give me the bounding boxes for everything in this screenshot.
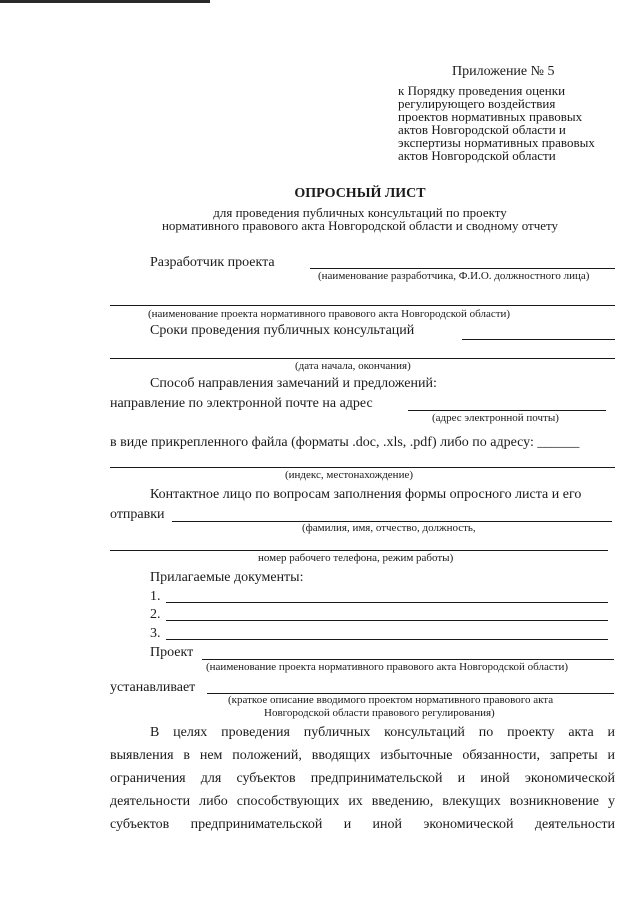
- contact-label: Контактное лицо по вопросам заполнения формы опросного листа и его: [150, 487, 582, 502]
- period-hint: (дата начала, окончания): [295, 360, 411, 372]
- project-hint: (наименование проекта нормативного правового акта Новгородской области): [206, 661, 569, 673]
- period-field-line-2: [110, 358, 615, 359]
- scan-edge-mark: [0, 0, 210, 3]
- body-text-line: деятельности либо способствующих их введению, влекущих возникновение у: [110, 794, 615, 809]
- project-field-line: [202, 659, 614, 660]
- appendix-line: регулирующего воздействия: [398, 96, 556, 111]
- docs-item-number: 3.: [150, 626, 161, 641]
- docs-item-number: 1.: [150, 589, 161, 604]
- address-hint: (индекс, местонахождение): [285, 469, 414, 481]
- method-label: Способ направления замечаний и предложений:: [150, 376, 437, 391]
- contact-field-line-2: [110, 550, 608, 551]
- document-subtitle: для проведения публичных консультаций по проекту: [213, 205, 507, 220]
- period-field-line: [462, 339, 615, 340]
- email-field-line: [408, 410, 606, 411]
- appendix-line: экспертизы нормативных правовых: [398, 135, 595, 150]
- developer-label: Разработчик проекта: [150, 255, 275, 270]
- body-text-line: выявления в нем положений, вводящих избыточные обязанности, запреты и: [110, 748, 615, 763]
- document-title: ОПРОСНЫЙ ЛИСТ: [294, 186, 426, 201]
- establishes-hint-2: Новгородской области правового регулирования): [264, 707, 495, 719]
- file-label: в виде прикрепленного файла (форматы .doc, .xls, .pdf) либо по адресу: ______: [110, 435, 580, 450]
- docs-item-line: [166, 620, 608, 621]
- contact-label-2: отправки: [110, 507, 165, 522]
- project-name-hint: (наименование проекта нормативного правового акта Новгородской области): [148, 308, 511, 320]
- body-text-line: В целях проведения публичных консультаций по проекту акта и: [150, 725, 615, 740]
- email-label: направление по электронной почте на адрес: [110, 396, 373, 411]
- docs-label: Прилагаемые документы:: [150, 570, 304, 585]
- address-field-line: [110, 467, 615, 468]
- docs-item-line: [166, 639, 608, 640]
- project-name-field-line: [110, 305, 615, 306]
- contact-hint-2: номер рабочего телефона, режим работы): [258, 552, 454, 564]
- appendix-title: Приложение № 5: [452, 64, 555, 79]
- email-hint: (адрес электронной почты): [432, 412, 559, 424]
- establishes-hint: (краткое описание вводимого проектом нормативного правового акта: [228, 694, 554, 706]
- document-subtitle: нормативного правового акта Новгородской области и сводному отчету: [161, 218, 559, 233]
- body-text-line: ограничения для субъектов предпринимательской и иной экономической: [110, 771, 615, 786]
- establishes-label: устанавливает: [110, 680, 196, 695]
- developer-field-line: [310, 268, 615, 269]
- contact-hint: (фамилия, имя, отчество, должность,: [302, 522, 476, 534]
- period-label: Сроки проведения публичных консультаций: [150, 323, 415, 338]
- project-label: Проект: [150, 645, 194, 660]
- developer-hint: (наименование разработчика, Ф.И.О. должностного лица): [318, 270, 590, 282]
- appendix-line: к Порядку проведения оценки: [398, 83, 566, 98]
- appendix-line: проектов нормативных правовых: [398, 109, 583, 124]
- docs-item-line: [166, 602, 608, 603]
- appendix-line: актов Новгородской области: [398, 148, 556, 163]
- appendix-line: актов Новгородской области и: [398, 122, 566, 137]
- body-text-line: субъектов предпринимательской и иной экономической деятельности: [110, 817, 615, 832]
- docs-item-number: 2.: [150, 607, 161, 622]
